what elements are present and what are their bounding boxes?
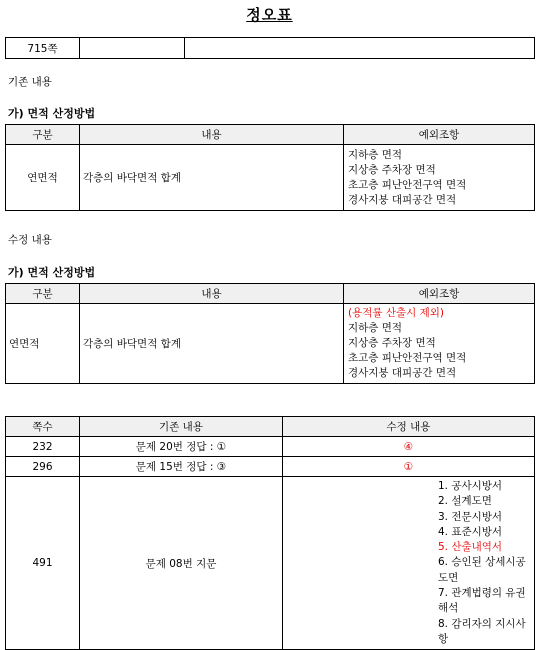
header-exceptions: 예외조항 xyxy=(344,125,535,145)
page-cell: 491 xyxy=(6,477,80,650)
original-cell: 문제 20번 정답 : ① xyxy=(80,437,283,457)
list-item: 7. 관계법령의 유권해석 xyxy=(438,587,526,615)
header-content: 내용 xyxy=(80,125,344,145)
exception-item: 경사지붕 대피공간 면적 xyxy=(348,367,457,379)
list-item: 3. 전문시방서 xyxy=(438,510,503,523)
revised-list-cell xyxy=(283,477,535,650)
page-number-cell: 715쪽 xyxy=(6,38,80,59)
exceptions-cell xyxy=(344,145,535,211)
list-item: 1. 공사시방서 xyxy=(438,480,503,492)
exception-item: 지하층 면적 xyxy=(348,322,403,334)
page-title: 정오표 xyxy=(246,6,293,24)
original-cell: 문제 08번 지문 xyxy=(80,477,283,650)
exception-item: 초고층 피난안전구역 면적 xyxy=(348,352,467,364)
original-content-label: 기존 내용 xyxy=(8,76,52,88)
added-exception-note: (용적률 산출시 제외) xyxy=(348,307,445,319)
exception-item: 지상층 주차장 면적 xyxy=(348,163,436,176)
empty-cell xyxy=(185,38,535,59)
revised-cell: ④ xyxy=(283,437,535,457)
header-category: 구분 xyxy=(6,284,80,304)
original-cell: 문제 15번 정답 : ③ xyxy=(80,457,283,477)
exception-item: 경사지붕 대피공간 면적 xyxy=(348,193,457,206)
table-row xyxy=(6,437,535,457)
header-revised: 수정 내용 xyxy=(283,417,535,437)
list-item: 6. 승인된 상세시공도면 xyxy=(438,556,526,584)
empty-cell xyxy=(80,38,185,59)
list-item: 4. 표준시방서 xyxy=(438,525,503,538)
errata-table xyxy=(5,416,535,650)
header-content: 내용 xyxy=(80,284,344,304)
page-cell: 296 xyxy=(6,457,80,477)
revised-area-table xyxy=(5,283,535,384)
exceptions-cell xyxy=(344,304,535,384)
content-cell: 각층의 바닥면적 합계 xyxy=(80,304,344,384)
exception-item: 지하층 면적 xyxy=(348,148,403,161)
original-area-table xyxy=(5,124,535,211)
header-page: 쪽수 xyxy=(6,417,80,437)
list-item: 2. 설계도면 xyxy=(438,495,492,508)
header-original: 기존 내용 xyxy=(80,417,283,437)
page-reference-table xyxy=(5,37,535,59)
section-heading-original: 가) 면적 산정방법 xyxy=(8,107,96,120)
table-row xyxy=(6,457,535,477)
revised-cell: ① xyxy=(283,457,535,477)
section-heading-revised: 가) 면적 산정방법 xyxy=(8,266,96,279)
list-item: 8. 감리자의 지시사항 xyxy=(438,617,526,645)
page-cell: 232 xyxy=(6,437,80,457)
exception-item: 지상층 주차장 면적 xyxy=(348,337,436,349)
revised-content-label: 수정 내용 xyxy=(8,234,52,246)
content-cell: 각층의 바닥면적 합계 xyxy=(80,145,344,211)
header-exceptions: 예외조항 xyxy=(344,284,535,304)
category-cell: 연면적 xyxy=(6,145,80,211)
list-item-highlighted: 5. 산출내역서 xyxy=(438,541,503,554)
header-category: 구분 xyxy=(6,125,80,145)
category-cell: 연면적 xyxy=(6,304,80,384)
table-row xyxy=(6,477,535,650)
exception-item: 초고층 피난안전구역 면적 xyxy=(348,178,467,191)
